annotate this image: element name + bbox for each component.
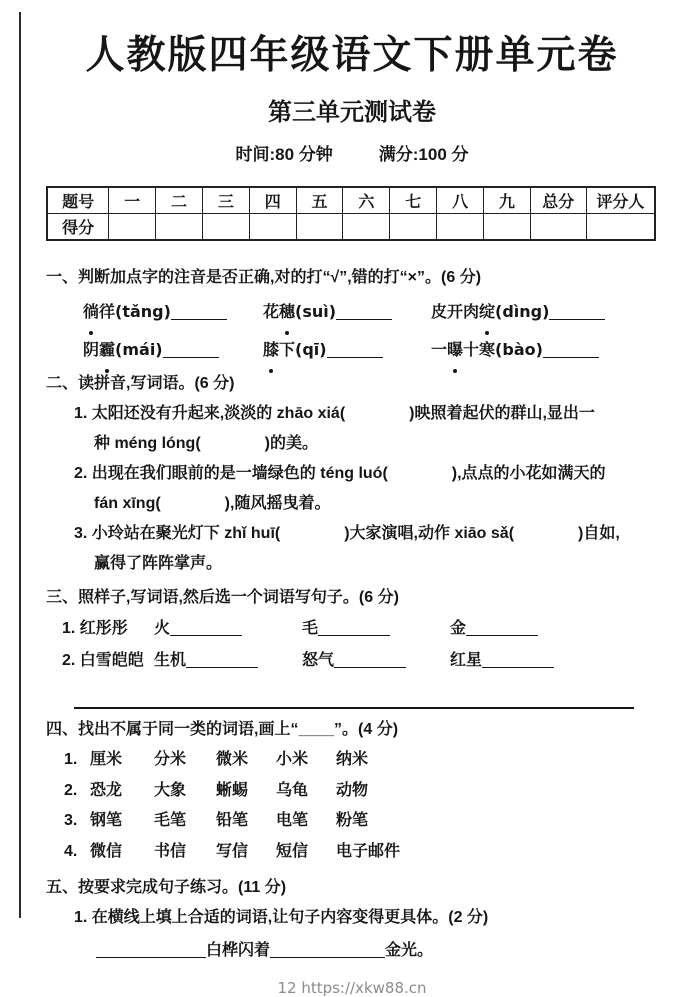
- answer-blank: [327, 343, 383, 358]
- section-3-heading: 三、照样子,写词语,然后选一个词语写句子。(6 分): [46, 589, 399, 606]
- word-group-row: [64, 745, 658, 776]
- group-word: 分米: [154, 751, 187, 768]
- row-number: 4.: [64, 842, 78, 860]
- score-table-header-row: [47, 187, 655, 214]
- row-number: 2.: [64, 781, 78, 799]
- pinyin-judge-item: [263, 331, 431, 369]
- pinyin-label: (suì): [295, 302, 337, 321]
- pattern-cell: [302, 645, 450, 677]
- score-cell-empty: [586, 214, 655, 241]
- answer-blank: [549, 305, 605, 320]
- group-word: 粉笔: [336, 812, 369, 829]
- section-2-write-words: [46, 369, 658, 579]
- score-row-label: 得分: [47, 214, 109, 241]
- score-table-header-cell: 七: [390, 187, 437, 214]
- sentence-part: 金光。: [385, 942, 434, 959]
- word-post: 十寒: [463, 342, 496, 359]
- answer-blank: [96, 943, 206, 958]
- group-word: 写信: [216, 842, 249, 860]
- score-cell-empty: [296, 214, 343, 241]
- paper-content: [46, 0, 658, 997]
- left-margin-line: [19, 12, 21, 918]
- group-word: 蜥蜴: [216, 781, 249, 799]
- dotted-char: 徜: [83, 294, 99, 331]
- dotted-char: 霾: [99, 332, 115, 369]
- pinyin-judge-item: [83, 331, 263, 369]
- answer-blank: [482, 653, 554, 668]
- pinyin-judge-item: [83, 293, 263, 331]
- score-table-header-cell: 九: [484, 187, 531, 214]
- group-word: 大象: [154, 781, 187, 799]
- pattern-cell: [450, 613, 658, 645]
- pinyin-label: (tǎng): [115, 302, 171, 321]
- group-word: 钢笔: [90, 812, 123, 829]
- score-table-header-cell: 评分人: [586, 187, 655, 214]
- answer-blank: [171, 305, 227, 320]
- score-table-header-cell: 一: [109, 187, 156, 214]
- score-cell-empty: [390, 214, 437, 241]
- pattern-cell: [450, 645, 658, 677]
- dotted-char: 膝: [263, 332, 279, 369]
- pinyin-label: (bào): [495, 340, 543, 359]
- group-word: 微信: [90, 842, 123, 860]
- score-table-header-cell: 三: [202, 187, 249, 214]
- pattern-word: 金: [450, 620, 467, 637]
- group-word: 电子邮件: [336, 842, 401, 860]
- pinyin-label: (mái): [115, 340, 163, 359]
- fill-in-sentence: [96, 935, 658, 967]
- word-group-row: [64, 837, 658, 868]
- group-word: 纳米: [336, 751, 369, 768]
- word-pre: 一: [431, 342, 448, 359]
- pattern-cell: [154, 613, 302, 645]
- answer-blank: [270, 943, 385, 958]
- pattern-example: 2. 白雪皑皑: [62, 652, 144, 669]
- answer-blank: [163, 343, 219, 358]
- pinyin-judge-item: [263, 293, 431, 331]
- word-post: 下: [279, 342, 296, 359]
- answer-blank: [318, 621, 390, 636]
- pinyin-label: (qī): [295, 340, 327, 359]
- word-pre: 阴: [83, 342, 100, 359]
- section-3-word-pattern: [46, 583, 658, 709]
- score-table-header-cell: 二: [156, 187, 203, 214]
- question-line: fán xīng( ),随风摇曳着。: [94, 495, 331, 512]
- score-cell-empty: [202, 214, 249, 241]
- answer-blank: [334, 653, 406, 668]
- sentence-part: 白桦闪着: [206, 942, 271, 959]
- score-cell-empty: [249, 214, 296, 241]
- score-table-score-row: [47, 214, 655, 241]
- word-group-row: [64, 806, 658, 837]
- dotted-char: 曝: [447, 332, 463, 369]
- pattern-word: 毛: [302, 620, 319, 637]
- section-1-items: [83, 293, 658, 369]
- answer-blank: [186, 653, 258, 668]
- pattern-word: 生机: [154, 652, 187, 669]
- time-limit-label: 时间:80 分钟: [235, 145, 333, 164]
- section-4-odd-one-out: [46, 715, 658, 867]
- group-word: 毛笔: [154, 812, 187, 829]
- score-table: [46, 186, 656, 241]
- pattern-word: 火: [154, 620, 171, 637]
- group-word: 电笔: [276, 812, 309, 829]
- watermark-url: 12 https://xkw88.cn: [277, 979, 427, 997]
- word-pre: 皮开肉: [431, 304, 480, 321]
- score-cell-empty: [156, 214, 203, 241]
- answer-blank: [336, 305, 392, 320]
- row-number: 3.: [64, 812, 78, 829]
- answer-blank: [543, 343, 599, 358]
- word-pre: 花: [263, 304, 280, 321]
- group-word: 铅笔: [216, 812, 249, 829]
- question-line: 赢得了阵阵掌声。: [94, 555, 223, 572]
- section-1-heading: 一、判断加点字的注音是否正确,对的打“√”,错的打“×”。(6 分): [46, 269, 482, 286]
- exam-meta: [46, 144, 658, 166]
- page-title: 人教版四年级语文下册单元卷: [85, 34, 619, 77]
- dotted-char: 绽: [479, 294, 495, 331]
- score-table-header-cell: 题号: [47, 187, 109, 214]
- answer-blank: [466, 621, 538, 636]
- pattern-row: [62, 645, 658, 677]
- pinyin-judge-item: [431, 293, 658, 331]
- question-line: 1. 在横线上填上合适的词语,让句子内容变得更具体。(2 分): [74, 909, 489, 926]
- section-2-heading: 二、读拼音,写词语。(6 分): [46, 375, 235, 392]
- pattern-example: 1. 红彤彤: [62, 620, 128, 637]
- group-word: 乌龟: [276, 781, 309, 799]
- dotted-char: 穗: [279, 294, 295, 331]
- question-line: 1. 太阳还没有升起来,淡淡的 zhāo xiá( )映照着起伏的群山,显出一: [74, 405, 595, 422]
- pattern-word: 红星: [450, 652, 483, 669]
- score-table-header-cell: 五: [296, 187, 343, 214]
- pattern-word: 怒气: [302, 652, 335, 669]
- question-line: 3. 小玲站在聚光灯下 zhǐ huī( )大家演唱,动作 xiāo sǎ( )自如,: [74, 525, 620, 542]
- section-5-sentence-practice: [46, 873, 658, 967]
- group-word: 动物: [336, 781, 369, 799]
- answer-blank: [170, 621, 242, 636]
- group-word: 书信: [154, 842, 187, 860]
- score-cell-empty: [343, 214, 390, 241]
- section-4-heading: 四、找出不属于同一类的词语,画上“____”。(4 分): [46, 721, 399, 738]
- full-score-label: 满分:100 分: [378, 145, 469, 164]
- score-table-header-cell: 四: [249, 187, 296, 214]
- word-group-row: [64, 776, 658, 807]
- pinyin-judge-item: [431, 331, 658, 369]
- pattern-row: [62, 613, 658, 645]
- page-subtitle: 第三单元测试卷: [268, 100, 436, 126]
- group-word: 恐龙: [90, 781, 123, 799]
- sentence-writing-line: [74, 691, 634, 709]
- section-5-heading: 五、按要求完成句子练习。(11 分): [46, 879, 287, 896]
- score-cell-empty: [109, 214, 156, 241]
- word-post: 徉: [99, 304, 116, 321]
- pinyin-label: (dìng): [495, 302, 550, 321]
- group-word: 短信: [276, 842, 309, 860]
- question-line: 种 méng lóng( )的美。: [94, 435, 318, 452]
- pattern-cell: [302, 613, 450, 645]
- section-1-pinyin-judge: [46, 263, 658, 369]
- row-number: 1.: [64, 751, 78, 768]
- score-cell-empty: [437, 214, 484, 241]
- score-table-header-cell: 六: [343, 187, 390, 214]
- pattern-cell: [154, 645, 302, 677]
- group-word: 厘米: [90, 751, 123, 768]
- question-line: 2. 出现在我们眼前的是一墙绿色的 téng luó( ),点点的小花如满天的: [74, 465, 606, 482]
- score-table-header-cell: 总分: [530, 187, 586, 214]
- group-word: 小米: [276, 751, 309, 768]
- score-cell-empty: [484, 214, 531, 241]
- score-cell-empty: [530, 214, 586, 241]
- group-word: 微米: [216, 751, 249, 768]
- score-table-header-cell: 八: [437, 187, 484, 214]
